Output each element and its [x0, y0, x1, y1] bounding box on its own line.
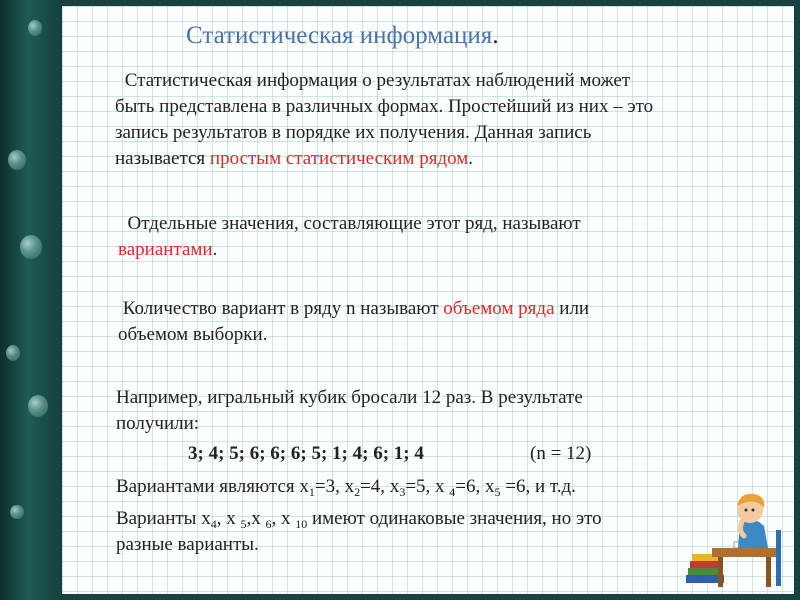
water-drop-icon — [6, 345, 20, 361]
series-count: (n = 12) — [530, 443, 592, 464]
desk-icon — [712, 548, 776, 557]
thinking-student-clipart — [682, 490, 792, 594]
water-drop-icon — [20, 235, 42, 259]
paragraph-example: Например, игральный кубик бросали 12 раз. В результате получили: — [116, 387, 583, 434]
paragraph-volume: Количество вариант в ряду n называют объемом ряда или объемом выборки. — [118, 298, 590, 345]
book-icon — [688, 568, 722, 575]
series-values: 3; 4; 5; 6; 6; 6; 5; 1; 4; 6; 1; 4 — [188, 443, 424, 464]
term-variants: вариантами — [118, 239, 213, 260]
paragraph-variants: Отдельные значения, составляющие этот ряд, называют вариантами. — [118, 213, 581, 260]
water-drop-icon — [28, 395, 48, 417]
book-icon — [690, 561, 720, 568]
chair-icon — [776, 530, 781, 586]
variants-line: Вариантами являются $x_1=3$, $x_2=4$, $x_3=5$, x $_4$=6, $x_5 =6$, и т.д. — [116, 476, 576, 499]
water-drop-icon — [8, 150, 26, 170]
water-drop-icon — [10, 505, 24, 519]
water-drop-icon — [28, 20, 42, 36]
paragraph-definition: Статистическая информация о результатах наблюдений может быть представлена в различных формах. Простейший из них – это запись результатов в порядке их получения. Данная запись называется простым статистическим рядом. — [115, 70, 654, 169]
slide-title: Статистическая информация. — [186, 22, 499, 49]
term-simple-series: простым статистическим рядом — [209, 148, 469, 169]
term-series-volume: объемом ряда — [443, 298, 555, 319]
decorative-left-strip — [0, 0, 62, 600]
paragraph-equal-values: Варианты $x_4$, x $_5$,x $_6$, x $_{10}$ имеют одинаковые значения, но это разные варианты. — [116, 508, 602, 555]
